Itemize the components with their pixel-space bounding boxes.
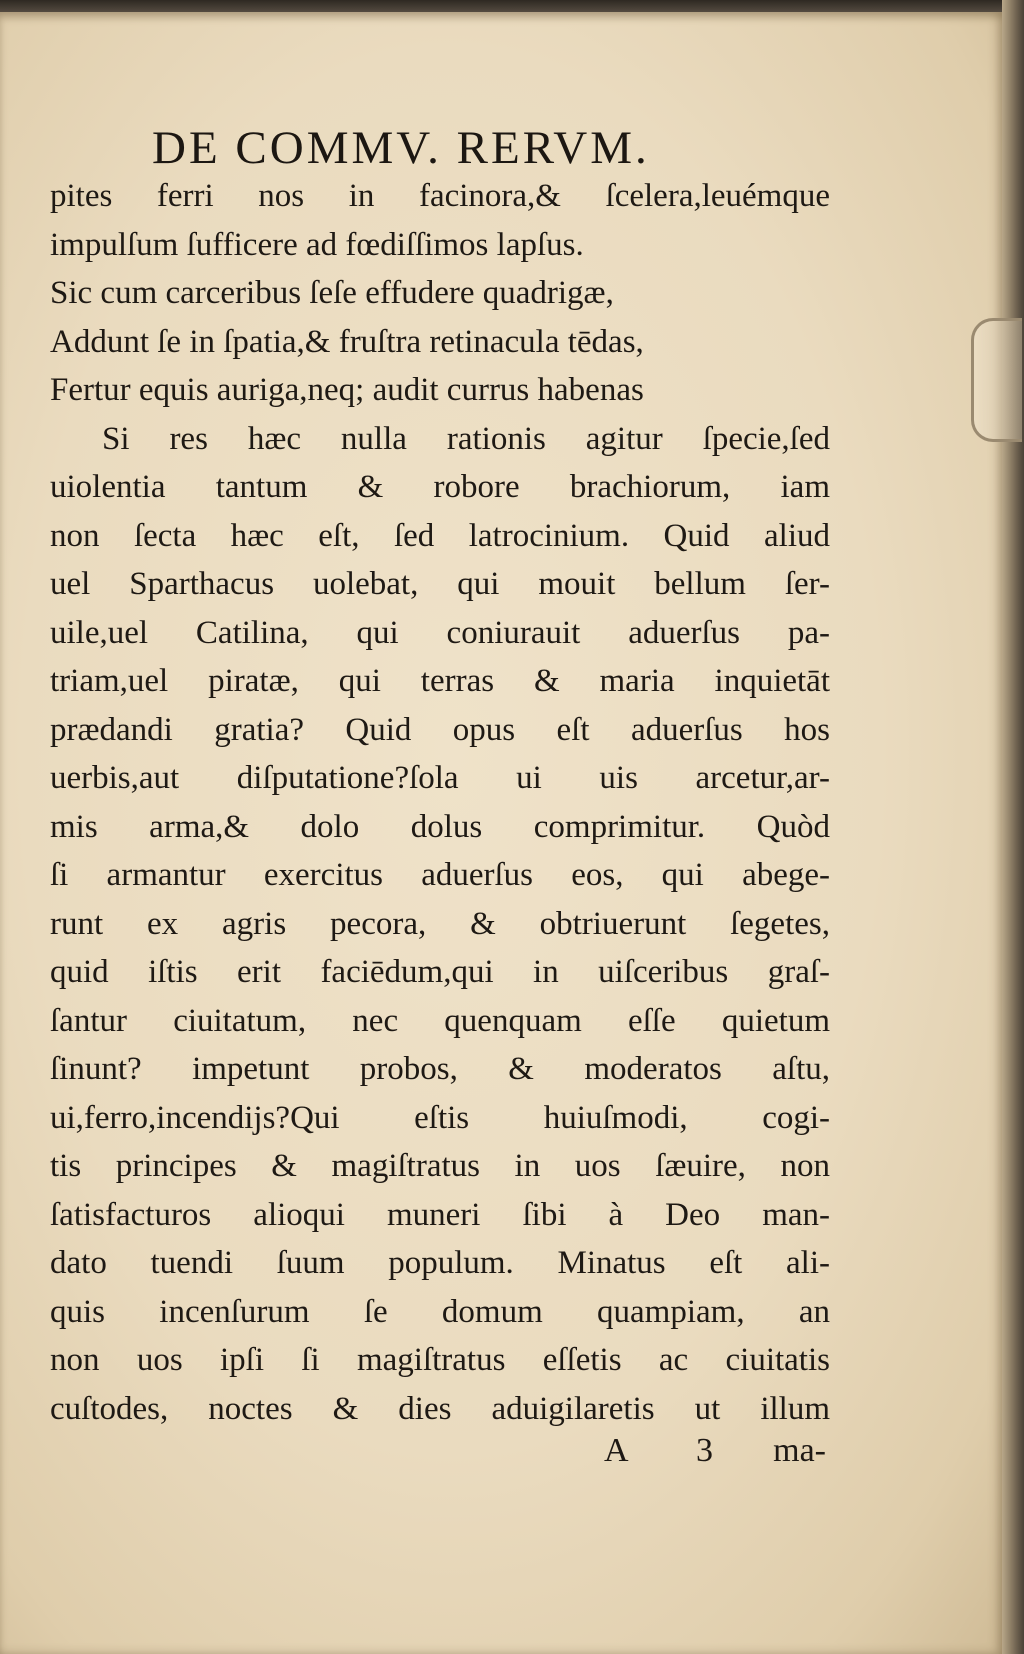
book-page bbox=[0, 12, 1004, 1654]
book-fore-edge bbox=[1002, 0, 1024, 1654]
text-line: prædandi gratia? Quid opus eſt aduerſus hos bbox=[50, 711, 830, 748]
text-line: tis principes & magiſtratus in uos ſæuire, non bbox=[50, 1148, 830, 1184]
text-line: uel Sparthacus uolebat, qui mouit bellum ſer- bbox=[50, 566, 830, 602]
text-line: ſantur ciuitatum, nec quenquam eſſe quietum bbox=[50, 1002, 830, 1039]
text-line: non uos ipſi ſi magiſtratus eſſetis ac ciuitatis bbox=[50, 1342, 830, 1378]
text-line: ſi armantur exercitus aduerſus eos, qui abege- bbox=[50, 857, 830, 893]
text-line: cuſtodes, noctes & dies aduigilaretis ut illum bbox=[50, 1390, 830, 1427]
verse-line: Sic cum carceribus ſeſe effudere quadrigæ, bbox=[50, 275, 614, 311]
text-line: ſatisfacturos alioqui muneri ſibi à Deo man- bbox=[50, 1196, 830, 1233]
catchword: ma- bbox=[773, 1432, 826, 1469]
signature-line bbox=[604, 1432, 826, 1482]
verse-line: Fertur equis auriga,neq; audit currus habenas bbox=[50, 372, 644, 408]
body-text bbox=[50, 172, 830, 1433]
text-line: Si res hæc nulla rationis agitur ſpecie,ſed bbox=[102, 420, 830, 457]
text-line: quis incenſurum ſe domum quampiam, an bbox=[50, 1293, 830, 1330]
text-line: ſinunt? impetunt probos, & moderatos aſtu, bbox=[50, 1051, 830, 1087]
text-line: triam,uel piratæ, qui terras & maria inquietāt bbox=[50, 663, 830, 699]
text-line: pites ferri nos in facinora,& ſcelera,leuémque bbox=[50, 178, 830, 214]
text-line: quid iſtis erit faciēdum,qui in uiſceribus graſ- bbox=[50, 954, 830, 990]
verse-line: Addunt ſe in ſpatia,& fruſtra retinacula tēdas, bbox=[50, 323, 644, 360]
text-line: non ſecta hæc eſt, ſed latrocinium. Quid aliud bbox=[50, 517, 830, 554]
signature-mark-letter: A bbox=[604, 1432, 629, 1469]
text-line: uerbis,aut diſputatione?ſola ui uis arcetur,ar- bbox=[50, 760, 830, 796]
text-line: dato tuendi ſuum populum. Minatus eſt ali- bbox=[50, 1245, 830, 1281]
signature-mark-number: 3 bbox=[696, 1432, 713, 1469]
text-line: runt ex agris pecora, & obtriuerunt ſegetes, bbox=[50, 905, 830, 942]
text-line: uile,uel Catilina, qui coniurauit aduerſus pa- bbox=[50, 614, 830, 651]
clasp-ring bbox=[971, 318, 1022, 442]
running-head: DE COMMV. RERVM. bbox=[152, 122, 650, 174]
text-line: ui,ferro,incendijs?Qui eſtis huiuſmodi, cogi- bbox=[50, 1099, 830, 1136]
text-line: impulſum ſufficere ad fœdiſſimos lapſus. bbox=[50, 226, 584, 263]
text-line: uiolentia tantum & robore brachiorum, iam bbox=[50, 469, 830, 505]
text-line: mis arma,& dolo dolus comprimitur. Quòd bbox=[50, 808, 830, 845]
